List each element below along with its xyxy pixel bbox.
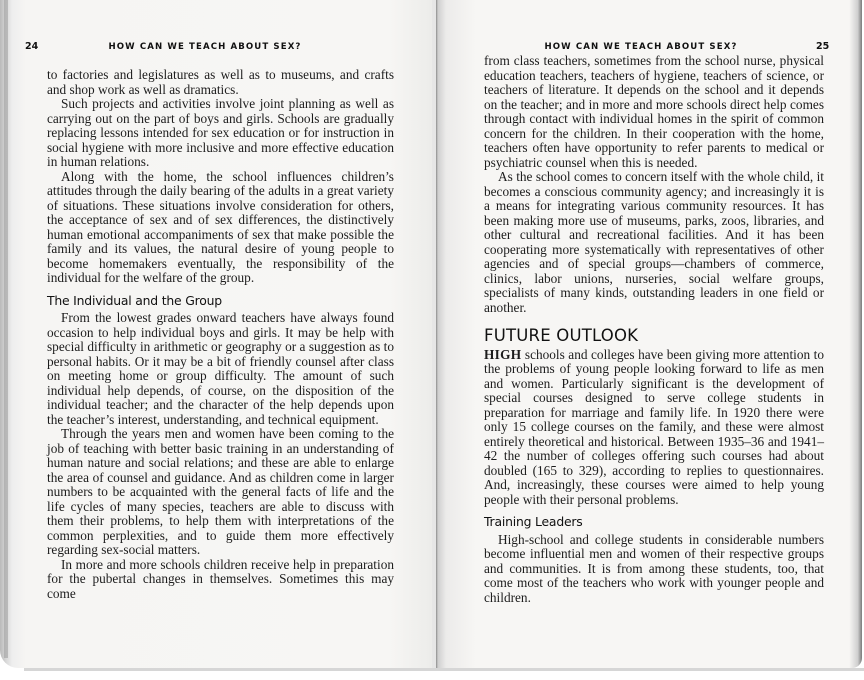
paragraph: In more and more schools children receive help in preparation for the pubertal changes in themselves. Sometimes this may come: [47, 556, 394, 601]
paragraph: Through the years men and women have been coming to the job of teaching with better basic training in an understanding of human nature and social relations; and these are able to enlarge the area of counsel and guidance. And as children come in larger numbers to be acquainted with the general facts of life and the life cycles of many species, teachers are able to discuss with them their problems, to help them with interpretations of the common perplexities, and to guide them more effectively regarding sex-social matters.: [47, 426, 394, 557]
paragraph: High-school and college students in considerable numbers become influential men and women of their respective groups and communities. It is from among these students, too, that come most of the teachers who work with younger people and children.: [484, 531, 824, 605]
running-head: HOW CAN WE TEACH ABOUT SEX?: [544, 42, 738, 52]
paragraph-text: schools and colleges have been giving more attention to the problems of young people looking forward to life as men and women. Particularly significant is the development of special courses designed to serve college students in preparation for marriage and family life. In 1920 there were only 15 college courses on the family, and these were almost entirely theoretical and historical. Between 1935–36 and 1941–42 the number of colleges offering such courses had about doubled (165 to 329), according to replies to questionnaires. And, increasingly, these courses were aimed to help young people with their personal problems.: [484, 346, 824, 507]
paragraph: From the lowest grades onward teachers have always found occasion to help individual boys and girls. It may be help with special difficulty in arithmetic or geography or a suggestion as to personal habits. Or it may be a bit of friendly counsel after class on meeting home or group difficulty. The amount of such individual help depends, of course, on the disposition of the individual teacher; and the character of the help depends upon the teacher’s interest, understanding, and technical equipment.: [47, 310, 394, 427]
left-page: [0, 0, 432, 668]
paragraph: to factories and legislatures as well as to museums, and crafts and shop work as well as dramatics.: [47, 67, 394, 97]
paragraph: [484, 348, 824, 508]
page-number: 24: [25, 41, 39, 52]
lead-word: HIGH: [484, 346, 522, 362]
paragraph: Along with the home, the school influences children’s attitudes through the daily bearing of the adults in a great variety of situations. These situations involve consideration for others, the acceptance of sex and of sex differences, the distinctively human emotional accompaniments of sex that make possible the family and its values, the natural desire of young people to become homemakers eventually, the responsibility of the individual for the welfare of the group.: [47, 168, 394, 285]
paragraph: from class teachers, sometimes from the school nurse, physical education teachers, teachers of hygiene, teachers of science, or teachers of literature. It depends on the school and it depends on the teacher; and in more and more schools direct help comes through contact with individual homes in the spirit of common concern for the children. In their cooperation with the home, teachers often have opportunity to refer parents to medical or psychiatric counsel when this is needed.: [484, 53, 824, 170]
right-text-block: [484, 54, 824, 605]
page-number: 25: [816, 41, 830, 52]
left-text-block: [47, 68, 394, 601]
section-heading: The Individual and the Group: [47, 292, 222, 308]
page-bottom-edge: [24, 668, 864, 671]
section-heading: Training Leaders: [484, 514, 583, 529]
paragraph: As the school comes to concern itself with the whole child, it becomes a conscious community agency; and increasingly it is a means for integrating various community resources. It has been making more use of museums, parks, zoos, libraries, and other cultural and recreational facilities. And it has been cooperating more systematically with representatives of other agencies and of special groups—chambers of commerce, clinics, labor unions, nurseries, social welfare groups, specialists of many kinds, outstanding leaders in one field or another.: [484, 169, 824, 315]
running-head: HOW CAN WE TEACH ABOUT SEX?: [108, 42, 302, 52]
right-page: [436, 0, 862, 668]
chapter-title: FUTURE OUTLOOK: [484, 326, 639, 345]
paragraph: Such projects and activities involve joint planning as well as carrying out on the part of boys and girls. Schools are gradually replacing lessons intended for sex education or for instruction in social hygiene with more inclusive and more effective education in human relations.: [47, 96, 394, 169]
